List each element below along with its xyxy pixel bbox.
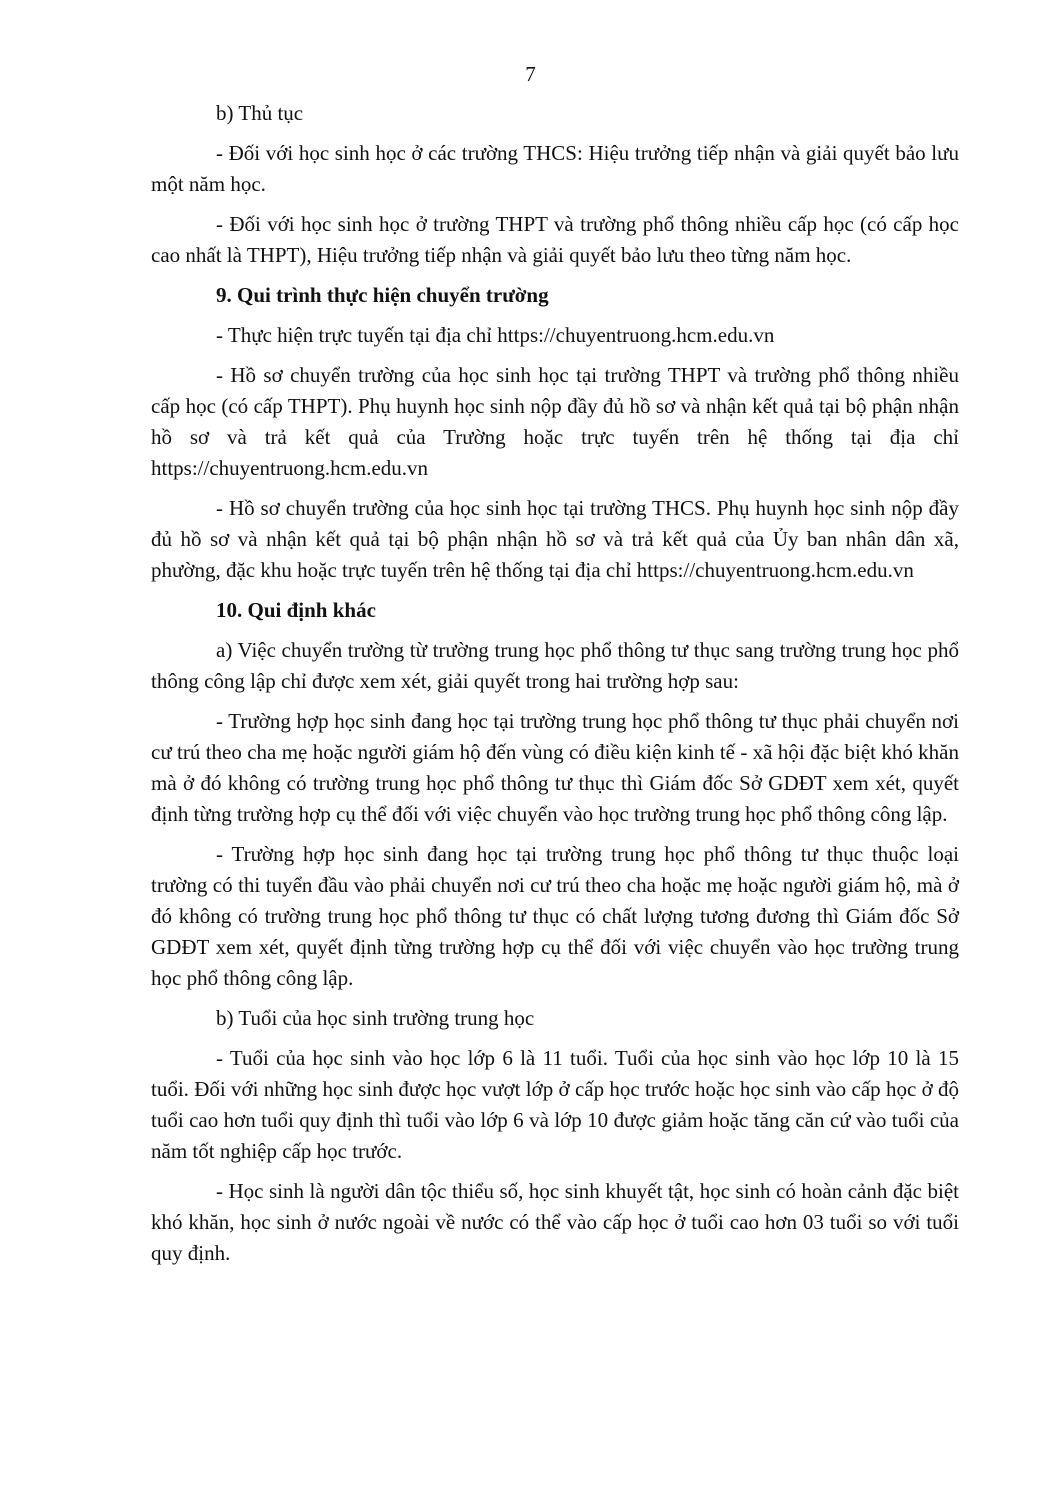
paragraph: - Đối với học sinh học ở trường THPT và trường phổ thông nhiều cấp học (có cấp học cao nhất là THPT), Hiệu trưởng tiếp nhận và giải quyết bảo lưu theo từng năm học. xyxy=(151,212,959,267)
paragraph: - Hồ sơ chuyển trường của học sinh học tại trường THCS. Phụ huynh học sinh nộp đầy đủ hồ sơ và nhận kết quả tại bộ phận nhận hồ sơ và trả kết quả của Ủy ban nhân dân xã, phường, đặc khu hoặc trực tuyến trên hệ thống tại địa chỉ https://chuyentruong.hcm.edu.vn xyxy=(151,496,959,582)
paragraph: - Trường hợp học sinh đang học tại trường trung học phổ thông tư thục thuộc loại trường có thi tuyển đầu vào phải chuyển nơi cư trú theo cha hoặc mẹ hoặc người giám hộ, mà ở đó không có trường trung học phổ thông tư thục có chất lượng tương đương thì Giám đốc Sở GDĐT xem xét, quyết định từng trường hợp cụ thể đối với việc chuyển vào học trường trung học phổ thông công lập. xyxy=(151,842,959,990)
section-heading-other-regulations: 10. Qui định khác xyxy=(216,598,376,622)
paragraph: - Hồ sơ chuyển trường của học sinh học tại trường THPT và trường phổ thông nhiều cấp học (có cấp THPT). Phụ huynh học sinh nộp đầy đủ hồ sơ và nhận kết quả tại bộ phận nhận hồ sơ và trả kết quả của Trường hoặc trực tuyến trên hệ thống tại địa chỉ https://chuyentruong.hcm.edu.vn xyxy=(151,363,959,480)
paragraph: - Thực hiện trực tuyến tại địa chỉ https://chuyentruong.hcm.edu.vn xyxy=(216,323,775,347)
body-text xyxy=(151,98,959,1278)
subsection-heading-procedure: b) Thủ tục xyxy=(216,101,304,125)
paragraph: - Tuổi của học sinh vào học lớp 6 là 11 tuổi. Tuổi của học sinh vào học lớp 10 là 15 tuổi. Đối với những học sinh được học vượt lớp ở cấp học trước hoặc học sinh vào cấp học ở độ tuổi cao hơn tuổi quy định thì tuổi vào lớp 6 và lớp 10 được giảm hoặc tăng căn cứ vào tuổi của năm tốt nghiệp cấp học trước. xyxy=(151,1046,959,1163)
section-heading-transfer-process: 9. Qui trình thực hiện chuyển trường xyxy=(216,283,549,307)
paragraph: - Học sinh là người dân tộc thiểu số, học sinh khuyết tật, học sinh có hoàn cảnh đặc biệt khó khăn, học sinh ở nước ngoài về nước có thể vào cấp học ở tuổi cao hơn 03 tuổi so với tuổi quy định. xyxy=(151,1179,959,1265)
subsection-heading-student-age: b) Tuổi của học sinh trường trung học xyxy=(216,1006,535,1030)
paragraph: - Đối với học sinh học ở các trường THCS: Hiệu trưởng tiếp nhận và giải quyết bảo lưu một năm học. xyxy=(151,141,959,196)
paragraph: a) Việc chuyển trường từ trường trung học phổ thông tư thục sang trường trung học phổ thông công lập chỉ được xem xét, giải quyết trong hai trường hợp sau: xyxy=(151,638,959,693)
page-number: 7 xyxy=(525,62,536,86)
paragraph: - Trường hợp học sinh đang học tại trường trung học phổ thông tư thục phải chuyển nơi cư trú theo cha mẹ hoặc người giám hộ đến vùng có điều kiện kinh tế - xã hội đặc biệt khó khăn mà ở đó không có trường trung học phổ thông tư thục thì Giám đốc Sở GDĐT xem xét, quyết định từng trường hợp cụ thể đối với việc chuyển vào học trường trung học phổ thông công lập. xyxy=(151,709,959,826)
